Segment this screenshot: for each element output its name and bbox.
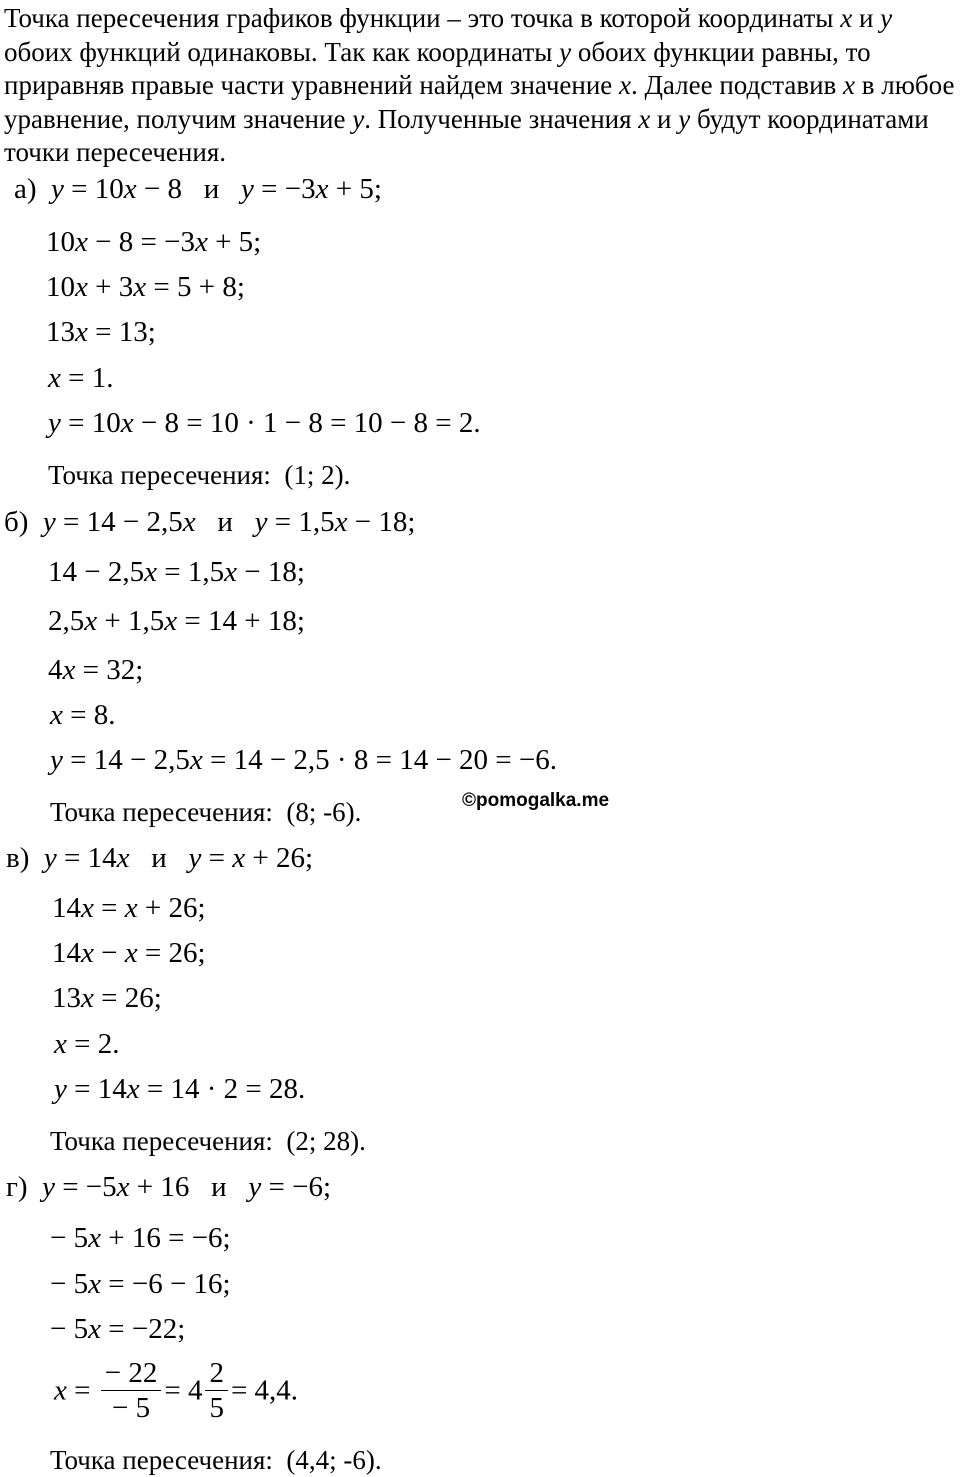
intro-text: . Полученные значения: [364, 103, 639, 134]
part-a-header: а) y = 10x − 8 и y = −3x + 5;: [14, 173, 382, 205]
intro-text: . Далее подставив: [631, 70, 844, 100]
fraction-denominator: 5: [209, 1392, 224, 1424]
part-b-step-3: 4x = 32;: [48, 654, 144, 686]
intro-text: обоих функций одинаковы. Так как координаты: [4, 36, 560, 67]
part-b-step-2: 2,5x + 1,5x = 14 + 18;: [48, 605, 305, 637]
part-a-step-1: 10x − 8 = −3x + 5;: [46, 226, 262, 258]
intro-text: и: [852, 3, 881, 33]
final-equals: =: [66, 1374, 91, 1407]
part-c-step-3: 13x = 26;: [52, 982, 162, 1014]
part-c-step-2: 14x − x = 26;: [52, 937, 206, 969]
part-a-step-2: 10x + 3x = 5 + 8;: [46, 271, 245, 303]
fraction-numerator: − 22: [101, 1356, 162, 1391]
final-lhs-var: x: [54, 1374, 67, 1407]
intro-text: Точка пересечения графиков функции – это точка в которой координаты: [4, 3, 841, 33]
part-b-step-5: y = 14 − 2,5x = 14 − 2,5 · 8 = 14 − 20 = −6.: [50, 744, 558, 776]
intro-var: x: [619, 70, 631, 100]
intro-paragraph: [4, 2, 956, 170]
part-d-final-step: [54, 1356, 298, 1425]
final-decimal: = 4,4.: [230, 1374, 299, 1407]
part-d-step-2: − 5x = −6 − 16;: [50, 1268, 231, 1300]
intro-var: y: [678, 103, 691, 134]
fraction-2-over-5: [205, 1356, 228, 1425]
intro-text: обоих функции равны, то приравняв правые части уравнений найдем значение: [4, 36, 871, 100]
part-c-answer: Точка пересечения: (2; 28).: [50, 1126, 366, 1156]
fraction-numerator: 2: [205, 1356, 228, 1391]
intro-var: x: [840, 3, 853, 33]
part-d-header: г) y = −5x + 16 и y = −6;: [6, 1171, 332, 1203]
intro-text: будут координатами точки пересечения.: [4, 103, 929, 167]
part-c-step-5: y = 14x = 14 · 2 = 28.: [54, 1073, 306, 1105]
intro-text: и: [650, 103, 679, 134]
fraction-denominator: − 5: [111, 1392, 151, 1424]
intro-var: x: [843, 70, 856, 100]
part-d-answer: Точка пересечения: (4,4; -6).: [50, 1445, 382, 1475]
part-c-header: в) y = 14x и y = x + 26;: [6, 842, 314, 874]
intro-var: y: [352, 103, 365, 134]
part-a-step-3: 13x = 13;: [46, 316, 156, 348]
intro-var: y: [880, 3, 893, 33]
watermark: ©pomogalka.me: [462, 790, 610, 811]
intro-text: в любое уравнение, получим значение: [4, 70, 955, 134]
part-d-step-1: − 5x + 16 = −6;: [50, 1222, 231, 1254]
fraction-minus22-over-minus5: [101, 1356, 162, 1425]
part-b-step-4: x = 8.: [50, 699, 116, 731]
part-d-step-3: − 5x = −22;: [50, 1313, 186, 1345]
part-b-header: б) y = 14 − 2,5x и y = 1,5x − 18;: [4, 506, 416, 538]
part-b-step-1: 14 − 2,5x = 1,5x − 18;: [48, 556, 305, 588]
part-b-answer: Точка пересечения: (8; -6).: [50, 797, 362, 827]
part-a-step-4: x = 1.: [48, 362, 114, 394]
part-a-answer: Точка пересечения: (1; 2).: [48, 460, 351, 490]
part-a-step-5: y = 10x − 8 = 10 · 1 − 8 = 10 − 8 = 2.: [48, 407, 481, 439]
part-c-step-1: 14x = x + 26;: [52, 892, 206, 924]
intro-var: x: [638, 103, 651, 134]
final-mixed-whole: = 4: [164, 1374, 203, 1407]
part-c-step-4: x = 2.: [54, 1028, 120, 1060]
intro-var: y: [559, 36, 572, 67]
